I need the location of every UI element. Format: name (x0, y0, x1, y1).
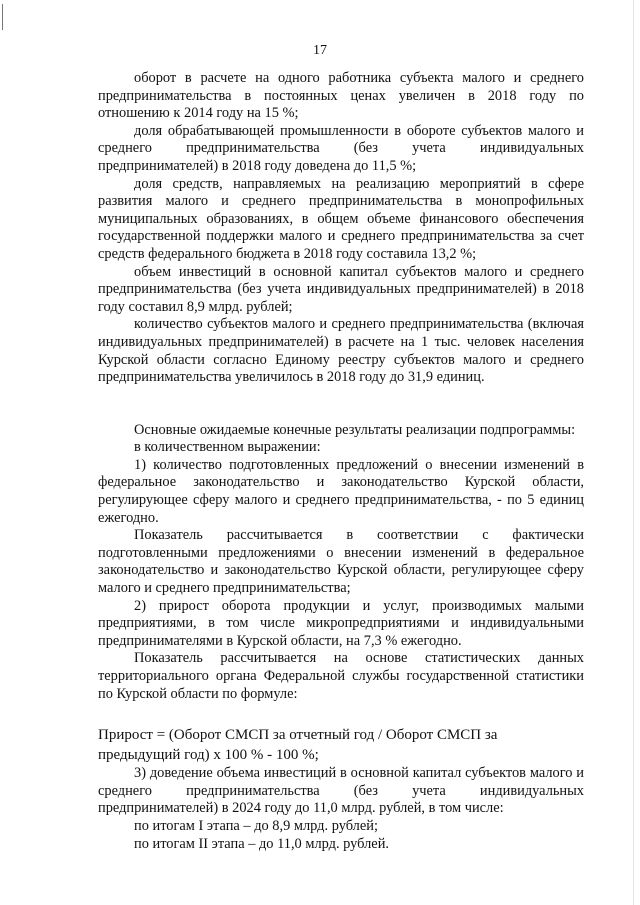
spacer (98, 703, 584, 725)
spacer (98, 387, 584, 422)
paragraph-sme-count: количество субъектов малого и среднего предпринимательства (включая индивидуальных предпринимателей) в расчете на 1 тыс. человек населения Курской области согласно Единому реестру субъектов малого и среднего предпринимательства увеличилось в 2018 году до 31,9 единиц. (98, 316, 584, 386)
result-item-1-note: Показатель рассчитывается в соответствии с фактически подготовленными предложениями о внесении изменений в федеральное законодательство и законодательство Курской области, регулирующее сферу малого и среднего предпринимательства; (98, 527, 584, 597)
paragraph-turnover: оборот в расчете на одного работника субъекта малого и среднего предпринимательства в постоянных ценах увеличен в 2018 году по отношению к 2014 году на 15 %; (98, 70, 584, 122)
result-item-1: 1) количество подготовленных предложений о внесении изменений в федеральное законодательство и законодательство Курской области, регулирующее сферу малого и среднего предпринимательства, - по 5 единиц ежегодно. (98, 456, 584, 526)
result-item-2-note: Показатель рассчитывается на основе статистических данных территориального органа Федеральной службы государственной статистики по Курской области по формуле: (98, 650, 584, 702)
stage-2-target: по итогам II этапа – до 11,0 млрд. рублей. (134, 835, 389, 852)
scan-edge-mark (2, 4, 3, 30)
scan-edge-line (633, 0, 634, 905)
result-item-2: 2) прирост оборота продукции и услуг, производимых малыми предприятиями, в том числе микропредприятиями и индивидуальными предпринимателями в Курской области, на 7,3 % ежегодно. (98, 597, 584, 649)
page-number: 17 (313, 43, 327, 58)
document-body (98, 70, 584, 853)
paragraph-investment-volume: объем инвестиций в основной капитал субъектов малого и среднего предпринимательства (без учета индивидуальных предпринимателей) в 2018 году составил 8,9 млрд. рублей; (98, 263, 584, 315)
paragraph-manufacturing-share: доля обрабатывающей промышленности в обороте субъектов малого и среднего предпринимательства (без учета индивидуальных предпринимателей) в 2018 году доведена до 11,5 %; (98, 122, 584, 174)
formula-line-2: предыдущий год) х 100 % - 100 %; (98, 747, 319, 764)
paragraph-monotown-funds: доля средств, направляемых на реализацию мероприятий в сфере развития малого и среднего предпринимательства в монопрофильных муниципальных образованиях, в общем объеме финансового обеспечения государственной поддержки малого и среднего предпринимательства за счет средств федерального бюджета в 2018 году составила 13,2 %; (98, 175, 584, 262)
quantitative-label: в количественном выражении: (134, 439, 321, 456)
result-item-3: 3) доведение объема инвестиций в основной капитал субъектов малого и среднего предпринимательства (без учета индивидуальных предпринимателей) в 2024 году до 11,0 млрд. рублей, в том числе: (98, 765, 584, 817)
results-heading: Основные ожидаемые конечные результаты реализации подпрограммы: (134, 421, 576, 438)
formula-line-1: Прирост = (Оборот СМСП за отчетный год / Оборот СМСП за (98, 727, 498, 744)
stage-1-target: по итогам I этапа – до 8,9 млрд. рублей; (134, 817, 378, 834)
